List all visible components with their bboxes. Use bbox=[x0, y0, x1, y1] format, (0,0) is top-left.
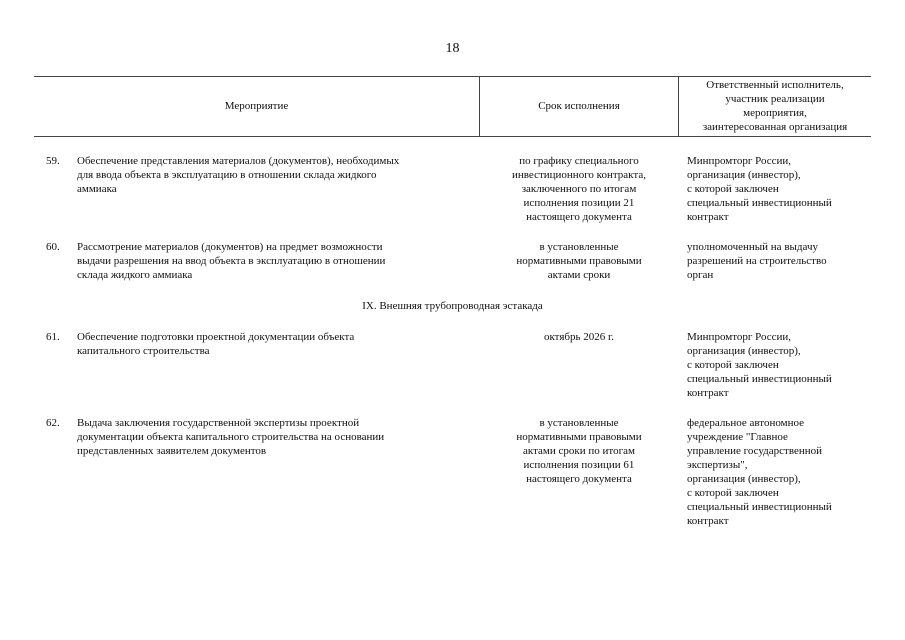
responsible-line: орган bbox=[687, 269, 714, 281]
term-line: актами сроки по итогам bbox=[523, 445, 635, 457]
responsible-line: специальный инвестиционный bbox=[687, 373, 832, 385]
term-line: в установленные bbox=[539, 417, 619, 429]
event-line: капитального строительства bbox=[77, 345, 210, 357]
term-line: инвестиционного контракта, bbox=[512, 169, 646, 181]
responsible-line: учреждение "Главное bbox=[687, 431, 788, 443]
header-responsible-line: мероприятия, bbox=[743, 107, 807, 119]
header-responsible-line: заинтересованная организация bbox=[702, 121, 848, 133]
row-term bbox=[480, 240, 678, 282]
row-number: 60. bbox=[46, 241, 60, 253]
header-event bbox=[34, 76, 479, 136]
responsible-line: специальный инвестиционный bbox=[687, 197, 832, 209]
responsible-line: управление государственной bbox=[687, 445, 822, 457]
term-line: по графику специального bbox=[519, 155, 639, 167]
row-responsible bbox=[687, 240, 871, 282]
term-line: нормативными правовыми bbox=[516, 431, 642, 443]
term-line: исполнения позиции 61 bbox=[523, 459, 635, 471]
responsible-line: контракт bbox=[687, 387, 729, 399]
event-line: Рассмотрение материалов (документов) на предмет возможности bbox=[77, 241, 383, 253]
row-term bbox=[480, 416, 678, 486]
event-line: представленных заявителем документов bbox=[77, 445, 267, 457]
event-line: документации объекта капитального строительства на основании bbox=[77, 431, 385, 443]
event-line: Обеспечение представления материалов (документов), необходимых bbox=[77, 155, 400, 167]
term-line: исполнения позиции 21 bbox=[523, 197, 635, 209]
term-line: настоящего документа bbox=[526, 211, 632, 223]
responsible-line: с которой заключен bbox=[687, 359, 779, 371]
responsible-line: федеральное автономное bbox=[687, 417, 804, 429]
term-line: в установленные bbox=[539, 241, 619, 253]
term-line: заключенного по итогам bbox=[521, 183, 637, 195]
event-line: аммиака bbox=[77, 183, 117, 195]
responsible-line: контракт bbox=[687, 211, 729, 223]
row-responsible bbox=[687, 154, 871, 224]
row-responsible bbox=[687, 330, 871, 400]
row-number: 62. bbox=[46, 417, 60, 429]
responsible-line: организация (инвестор), bbox=[687, 345, 801, 357]
term-line: октябрь 2026 г. bbox=[543, 331, 615, 343]
row-term bbox=[480, 154, 678, 224]
responsible-line: организация (инвестор), bbox=[687, 473, 801, 485]
page-number: 18 bbox=[445, 41, 460, 56]
term-line: настоящего документа bbox=[526, 473, 632, 485]
responsible-line: контракт bbox=[687, 515, 729, 527]
row-event bbox=[77, 240, 472, 282]
responsible-line: с которой заключен bbox=[687, 183, 779, 195]
event-line: Обеспечение подготовки проектной документации объекта bbox=[77, 331, 355, 343]
row-number: 59. bbox=[46, 155, 60, 167]
header-responsible-label bbox=[703, 78, 847, 134]
row-event bbox=[77, 154, 472, 196]
header-term bbox=[480, 76, 678, 136]
header-term-label: Срок исполнения bbox=[538, 100, 620, 112]
header-responsible-line: Ответственный исполнитель, bbox=[706, 79, 844, 91]
responsible-line: Минпромторг России, bbox=[687, 331, 792, 343]
header-responsible-line: участник реализации bbox=[725, 93, 825, 105]
responsible-line: организация (инвестор), bbox=[687, 169, 801, 181]
responsible-line: с которой заключен bbox=[687, 487, 779, 499]
row-number: 61. bbox=[46, 331, 60, 343]
row-responsible bbox=[687, 416, 871, 528]
responsible-line: уполномоченный на выдачу bbox=[687, 241, 818, 253]
event-line: Выдача заключения государственной экспертизы проектной bbox=[77, 417, 360, 429]
responsible-line: экспертизы", bbox=[687, 459, 748, 471]
responsible-line: Минпромторг России, bbox=[687, 155, 792, 167]
row-term bbox=[480, 330, 678, 344]
responsible-line: специальный инвестиционный bbox=[687, 501, 832, 513]
event-line: склада жидкого аммиака bbox=[77, 269, 193, 281]
responsible-line: разрешений на строительство bbox=[687, 255, 827, 267]
term-line: нормативными правовыми bbox=[516, 255, 642, 267]
event-line: выдачи разрешения на ввод объекта в эксплуатацию в отношении bbox=[77, 255, 386, 267]
section-title: IX. Внешняя трубопроводная эстакада bbox=[362, 300, 543, 312]
row-event bbox=[77, 330, 472, 358]
table-header-bottom-rule bbox=[34, 136, 871, 137]
event-line: для ввода объекта в эксплуатацию в отношении склада жидкого bbox=[77, 169, 377, 181]
term-line: актами сроки bbox=[547, 269, 611, 281]
row-event bbox=[77, 416, 472, 458]
header-event-label: Мероприятие bbox=[224, 100, 289, 112]
header-responsible bbox=[679, 76, 871, 136]
